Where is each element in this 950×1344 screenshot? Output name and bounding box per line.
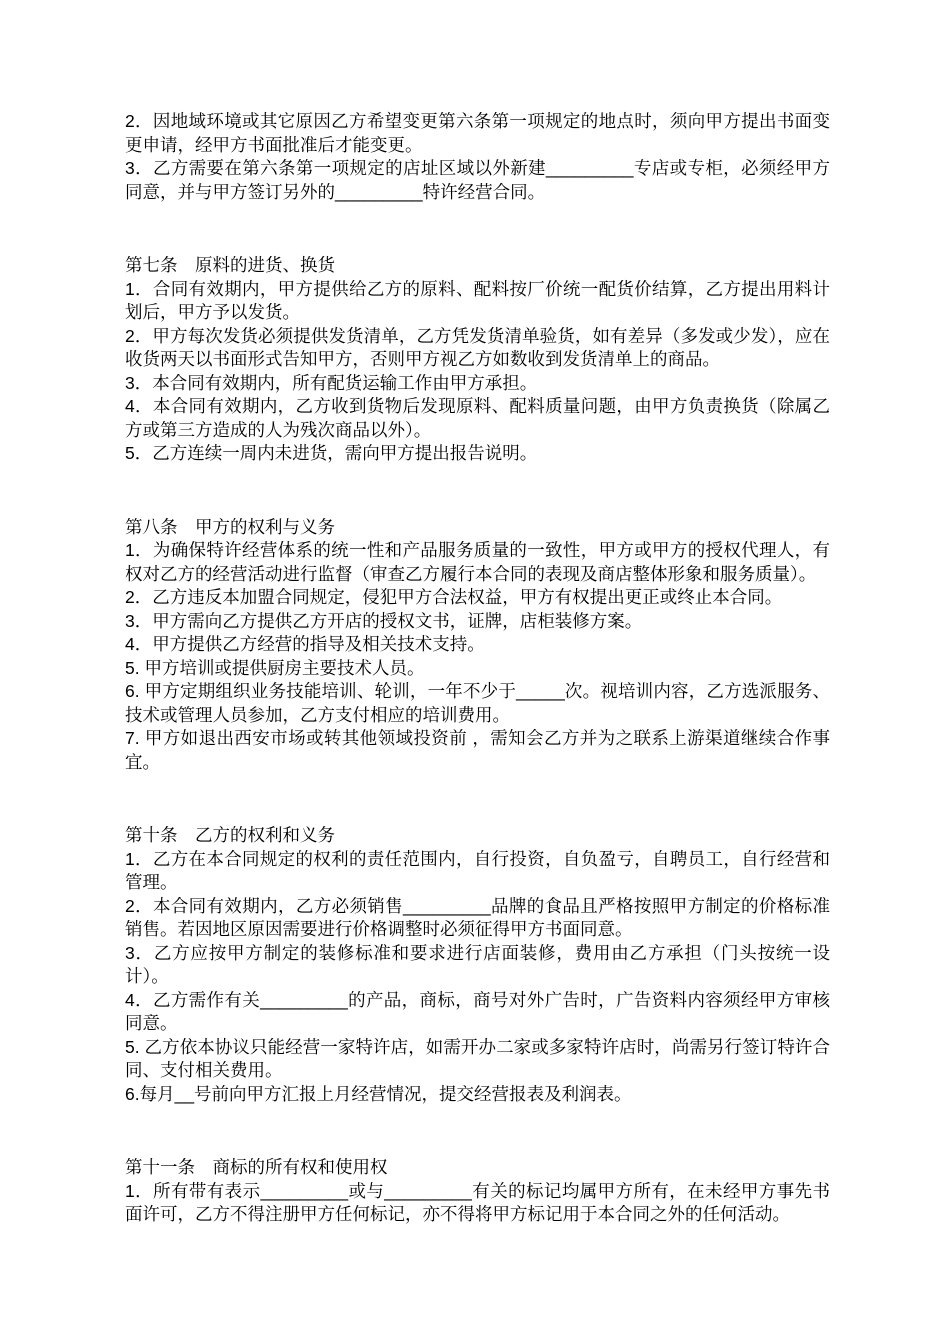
clause-text: 3．甲方需向乙方提供乙方开店的授权文书，证牌，店柜装修方案。 — [125, 610, 643, 631]
clause-text: 1．合同有效期内，甲方提供给乙方的原料、配料按厂价统一配货价结算，乙方提出用料计划后，甲方予以发货。 — [125, 278, 830, 322]
clause-text: 2．甲方每次发货必须提供发货清单，乙方凭发货清单验货，如有差异（多发或少发），应在收货两天以书面形式告知甲方，否则甲方视乙方如数收到发货清单上的商品。 — [125, 325, 830, 369]
clause-text: 3．乙方应按甲方制定的装修标准和要求进行店面装修，费用由乙方承担（门头按统一设计）。 — [125, 942, 830, 986]
clause-text: 3．乙方需要在第六条第一项规定的店址区域以外新建_________专店或专柜，必须经甲方同意，并与甲方签订另外的_________特许经营合同。 — [125, 158, 830, 202]
article-11-section — [125, 1156, 830, 1227]
clause-text: 6. 甲方定期组织业务技能培训、轮训，一年不少于_____次。视培训内容，乙方选派服务、技术或管理人员参加，乙方支付相应的培训费用。 — [125, 681, 830, 725]
article-7-section — [125, 254, 830, 466]
article-6-continued-section — [125, 110, 830, 204]
clause-text: 5. 甲方培训或提供厨房主要技术人员。 — [125, 657, 425, 678]
clause-text: 7. 甲方如退出西安市场或转其他领域投资前 ，需知会乙方并为之联系上游渠道继续合作事宜。 — [125, 728, 830, 772]
clause-text: 5. 乙方依本协议只能经营一家特许店，如需开办二家或多家特许店时，尚需另行签订特许合同、支付相关费用。 — [125, 1036, 830, 1080]
article-10-heading: 第十条 乙方的权利和义务 — [125, 825, 335, 845]
clause-text: 2．本合同有效期内，乙方必须销售_________品牌的食品且严格按照甲方制定的价格标准销售。若因地区原因需要进行价格调整时必须征得甲方书面同意。 — [125, 895, 830, 939]
clause-text: 5．乙方连续一周内未进货，需向甲方提出报告说明。 — [125, 443, 538, 463]
clause-text: 4．本合同有效期内，乙方收到货物后发现原料、配料质量问题，由甲方负责换货（除属乙方或第三方造成的人为残次商品以外）。 — [125, 396, 830, 440]
article-8-heading: 第八条 甲方的权利与义务 — [125, 516, 335, 537]
clause-text: 1．所有带有表示_________或与_________有关的标记均属甲方所有，在未经甲方事先书面许可，乙方不得注册甲方任何标记，亦不得将甲方标记用于本合同之外的任何活动。 — [125, 1180, 830, 1224]
article-11-heading: 第十一条 商标的所有权和使用权 — [125, 1157, 388, 1177]
clause-text: 1．乙方在本合同规定的权利的责任范围内，自行投资，自负盈亏，自聘员工，自行经营和管理。 — [125, 848, 830, 892]
article-7-heading: 第七条 原料的进货、换货 — [125, 255, 335, 275]
clause-text: 4．甲方提供乙方经营的指导及相关技术支持。 — [125, 634, 485, 654]
clause-text: 2．乙方违反本加盟合同规定，侵犯甲方合法权益，甲方有权提出更正或终止本合同。 — [125, 587, 783, 607]
article-8-section — [125, 516, 830, 775]
article-10-section — [125, 824, 830, 1106]
clause-text: 3．本合同有效期内，所有配货运输工作由甲方承担。 — [125, 372, 538, 393]
clause-text: 4．乙方需作有关_________的产品，商标，商号对外广告时，广告资料内容须经甲方审核同意。 — [125, 989, 830, 1033]
clause-text: 2．因地域环境或其它原因乙方希望变更第六条第一项规定的地点时，须向甲方提出书面变更申请，经甲方书面批准后才能变更。 — [125, 111, 830, 155]
clause-text: 6.每月__号前向甲方汇报上月经营情况，提交经营报表及利润表。 — [125, 1083, 632, 1104]
clause-text: 1．为确保特许经营体系的统一性和产品服务质量的一致性，甲方或甲方的授权代理人，有权对乙方的经营活动进行监督（审查乙方履行本合同的表现及商店整体形象和服务质量）。 — [125, 540, 830, 584]
